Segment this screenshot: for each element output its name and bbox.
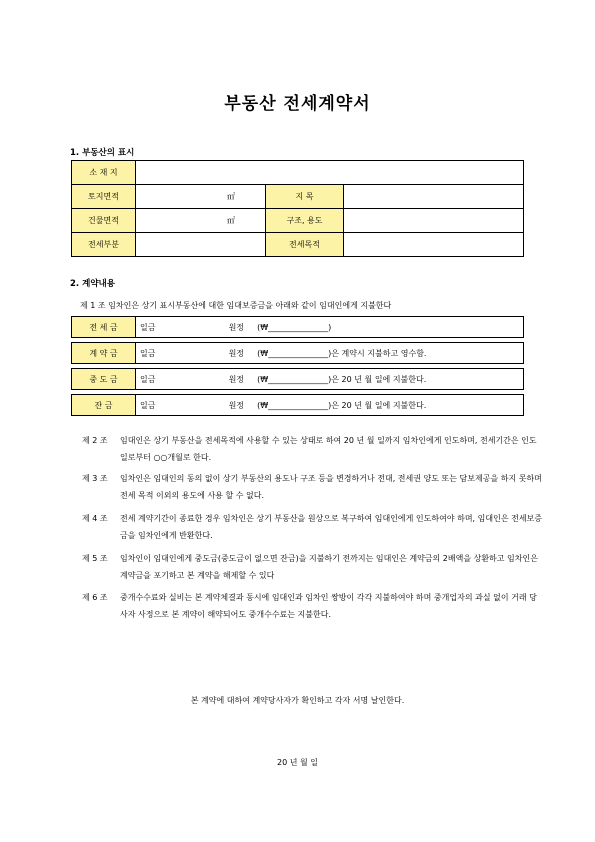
property-row-building — [72, 209, 524, 233]
unit-sqm: ㎡ — [227, 216, 235, 225]
payment-note: 은 계약시 지불하고 영수함. — [331, 348, 427, 358]
property-row-address — [72, 161, 524, 185]
clause-6 — [82, 589, 542, 623]
unit-sqm: ㎡ — [227, 192, 235, 201]
document-title: 부동산 전세계약서 — [224, 94, 371, 114]
clause-2 — [82, 432, 542, 466]
payment-note: 은 20 년 월 일에 지불한다. — [331, 374, 427, 384]
deposit-amount[interactable] — [136, 317, 524, 338]
payment-table — [71, 316, 523, 416]
label-address: 소 재 지 — [72, 161, 136, 185]
label-lease-part: 전세부분 — [72, 233, 136, 257]
payment-row-deposit — [71, 316, 524, 338]
clause-4 — [82, 510, 542, 544]
amount-figure[interactable]: (₩_______________) — [257, 348, 332, 358]
address-field[interactable] — [136, 161, 524, 185]
won-label: 원정 — [228, 348, 245, 358]
clause-text: 전세 계약기간이 종료한 경우 임차인은 상기 부동산을 원상으로 복구하여 임대인에게 인도하여야 하며, 임대인은 전세보증금을 임차인에게 반환한다. — [120, 514, 542, 540]
label-deposit: 전 세 금 — [72, 317, 136, 338]
label-contract-deposit: 계 약 금 — [72, 343, 136, 364]
clause-5 — [82, 550, 542, 584]
clause-text: 중개수수료와 실비는 본 계약체결과 동시에 임대인과 임차인 쌍방이 각각 지불하여야 하며 중개업자의 과실 없이 거래 당사자 사정으로 본 계약이 해약되어도 중개수수료는 지불한다. — [120, 593, 537, 619]
clause-number: 제 5 조 — [82, 554, 108, 563]
clause-number: 제 4 조 — [82, 514, 108, 523]
balance-amount[interactable] — [136, 395, 524, 416]
property-row-lease — [72, 233, 524, 257]
clause-3 — [82, 470, 542, 504]
structure-use-field[interactable] — [344, 209, 524, 233]
amount-figure[interactable]: (₩_______________) — [257, 322, 332, 332]
label-structure-use: 구조, 용도 — [266, 209, 344, 233]
section1-heading: 1. 부동산의 표시 — [70, 148, 135, 158]
payment-note: 은 20 년 월 일에 지불한다. — [331, 400, 427, 410]
label-building-area: 건물면적 — [72, 209, 136, 233]
property-table — [71, 160, 524, 257]
label-land-category: 지 목 — [266, 185, 344, 209]
clause-text: 임차인이 임대인에게 중도금(중도금이 없으면 잔금)을 지불하기 전까지는 임대인은 계약금의 2배액을 상환하고 임차인은 계약금을 포기하고 본 계약을 해제할 수 있다 — [120, 554, 538, 580]
payment-row-contract — [71, 342, 524, 364]
amount-prefix: 일금 — [140, 322, 156, 332]
amount-prefix: 일금 — [140, 348, 156, 358]
label-interim-payment: 중 도 금 — [72, 369, 136, 390]
amount-figure[interactable]: (₩_______________) — [257, 374, 332, 384]
clause-text: 임차인은 임대인의 동의 없이 상기 부동산의 용도나 구조 등을 변경하거나 전대, 전세권 양도 또는 담보제공을 하지 못하며 전세 목적 이외의 용도에 사용 할 수 없다. — [120, 474, 542, 500]
amount-prefix: 일금 — [140, 374, 156, 384]
closing-statement: 본 계약에 대하여 계약당사자가 확인하고 각자 서명 날인한다. — [190, 696, 405, 705]
section2-heading: 2. 계약내용 — [70, 279, 115, 289]
lease-purpose-field[interactable] — [344, 233, 524, 257]
contract-date: 20 년 월 일 — [277, 758, 318, 767]
interim-payment-amount[interactable] — [136, 369, 524, 390]
won-label: 원정 — [228, 322, 245, 332]
lease-part-field[interactable] — [136, 233, 266, 257]
clause-number: 제 2 조 — [82, 436, 108, 445]
label-balance: 잔 금 — [72, 395, 136, 416]
amount-prefix: 일금 — [140, 400, 156, 410]
payment-row-interim — [71, 368, 524, 390]
land-category-field[interactable] — [344, 185, 524, 209]
property-row-land — [72, 185, 524, 209]
label-lease-purpose: 전세목적 — [266, 233, 344, 257]
label-land-area: 토지면적 — [72, 185, 136, 209]
building-area-field[interactable] — [136, 209, 266, 233]
clause-number: 제 3 조 — [82, 474, 108, 483]
land-area-field[interactable] — [136, 185, 266, 209]
won-label: 원정 — [228, 374, 245, 384]
won-label: 원정 — [228, 400, 245, 410]
clause-1: 제 1 조 임차인은 상기 표시부동산에 대한 임대보증금을 아래와 같이 임대인에게 지불한다 — [80, 301, 392, 310]
clause-number: 제 6 조 — [82, 593, 108, 602]
contract-deposit-amount[interactable] — [136, 343, 524, 364]
amount-figure[interactable]: (₩_______________) — [257, 400, 332, 410]
clause-text: 임대인은 상기 부동산을 전세목적에 사용할 수 있는 상태로 하여 20 년 월 일까지 임차인에게 인도하며, 전세기간은 인도일로부터 ○○개월로 한다. — [120, 436, 537, 462]
payment-row-balance — [71, 394, 524, 416]
